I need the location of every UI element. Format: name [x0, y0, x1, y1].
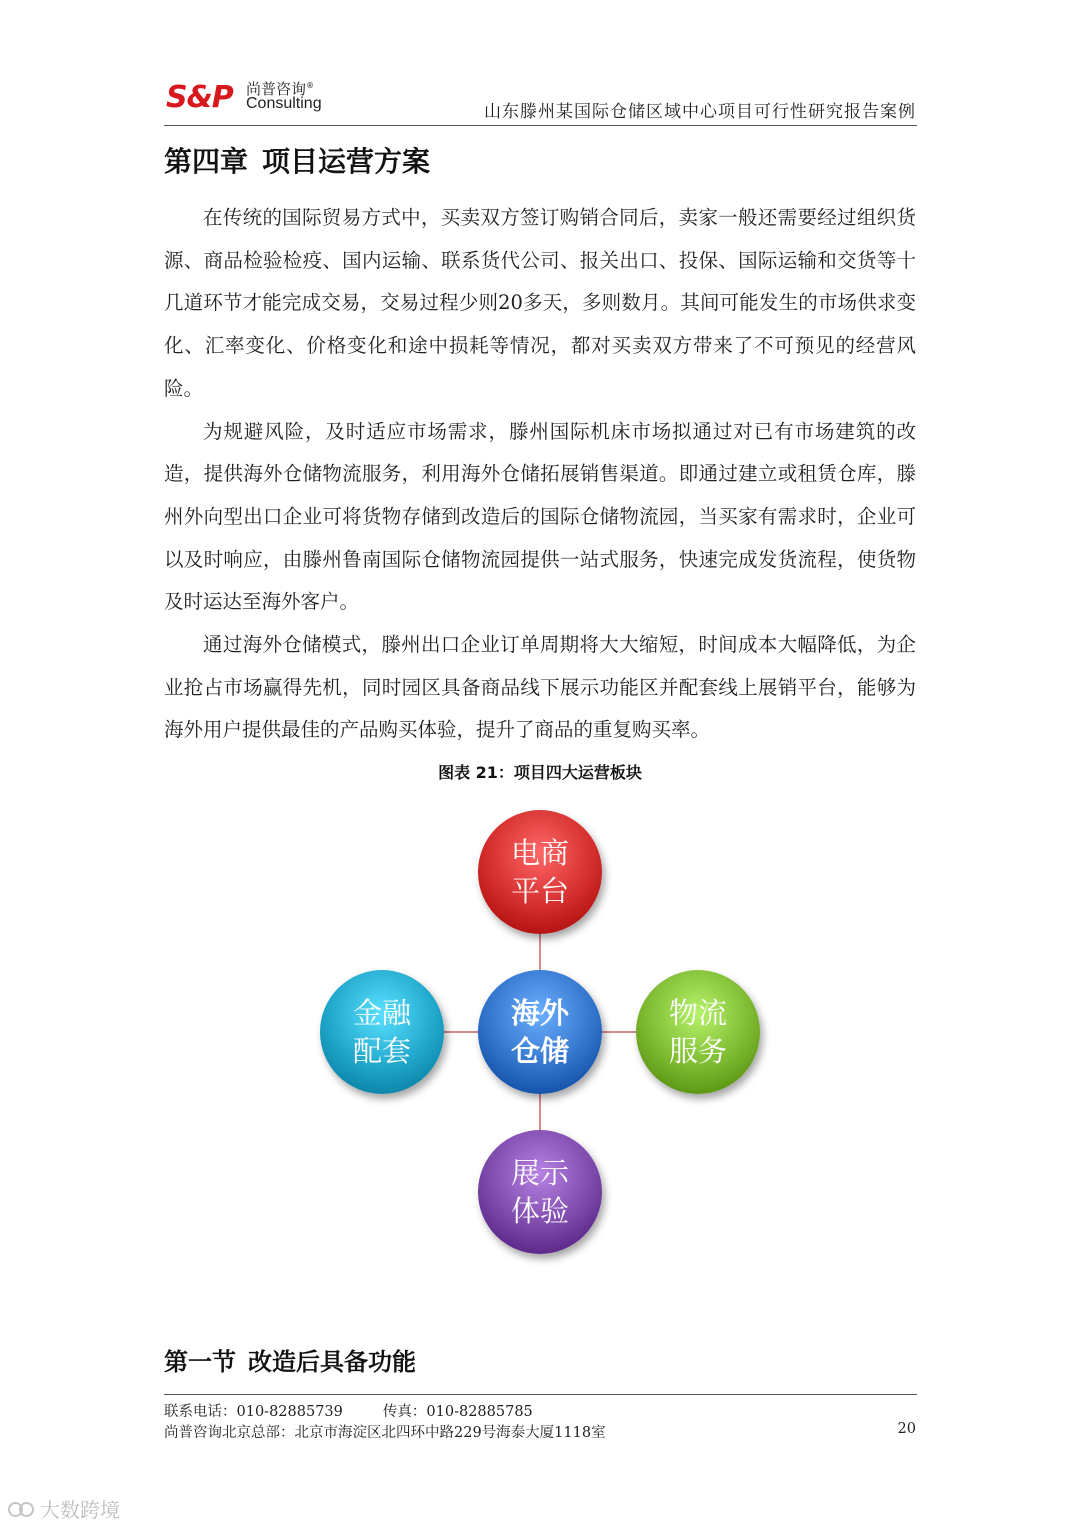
paragraph: 通过海外仓储模式，滕州出口企业订单周期将大大缩短，时间成本大幅降低，为企业抢占市场赢得先机，同时园区具备商品线下展示功能区并配套线上展销平台，能够为海外用户提供最佳的产品购买体验，提升了商品的重复购买率。: [164, 633, 916, 742]
logo-chinese-name: 尚普咨询®: [246, 80, 315, 98]
chapter-number: 第四章: [164, 145, 249, 178]
node-ecommerce-platform: 电商平台: [478, 810, 602, 934]
footer-contact: [164, 1400, 533, 1421]
paragraph: 为规避风险，及时适应市场需求，滕州国际机床市场拟通过对已有市场建筑的改造，提供海外仓储物流服务，利用海外仓储拓展销售渠道。即通过建立或租赁仓库，滕州外向型出口企业可将货物存储到改造后的国际仓储物流园，当买家有需求时，企业可以及时响应，由滕州鲁南国际仓储物流园提供一站式服务，快速完成发货流程，使货物及时运达至海外客户。: [164, 419, 916, 614]
operations-diagram: [310, 800, 770, 1270]
logo-sp-mark: S&P: [166, 80, 233, 115]
chapter-title: 项目运营方案: [262, 145, 431, 178]
wechat-logo-icon: [8, 1499, 34, 1519]
footer-divider: [164, 1394, 917, 1395]
page-number: 20: [897, 1421, 916, 1437]
header-divider: [164, 125, 917, 126]
node-financial-support: 金融配套: [320, 970, 444, 1094]
watermark: [8, 1494, 120, 1523]
node-logistics-service: 物流服务: [636, 970, 760, 1094]
footer-phone: 联系电话：010-82885739: [164, 1404, 343, 1420]
report-header-title: 山东滕州某国际仓储区域中心项目可行性研究报告案例: [484, 102, 916, 122]
company-logo: [166, 76, 346, 116]
section-heading: [164, 1342, 416, 1377]
chapter-heading: [164, 140, 430, 180]
node-overseas-warehousing: 海外仓储: [478, 970, 602, 1094]
logo-english-name: Consulting: [246, 95, 322, 112]
section-number: 第一节: [164, 1348, 236, 1376]
figure-caption: 图表 21：项目四大运营板块: [438, 763, 642, 782]
watermark-text: 大数跨境: [40, 1498, 120, 1522]
section-title: 改造后具备功能: [248, 1348, 416, 1376]
body-text: [164, 197, 916, 752]
paragraph: 在传统的国际贸易方式中，买卖双方签订购销合同后，卖家一般还需要经过组织货源、商品检验检疫、国内运输、联系货代公司、报关出口、投保、国际运输和交货等十几道环节才能完成交易，交易过程少则20多天，多则数月。其间可能发生的市场供求变化、汇率变化、价格变化和途中损耗等情况，都对买卖双方带来了不可预见的经营风险。: [164, 206, 916, 400]
registered-mark: ®: [306, 81, 315, 90]
footer-fax: 传真：010-82885785: [382, 1404, 533, 1420]
node-display-experience: 展示体验: [478, 1130, 602, 1254]
footer-address: 尚普咨询北京总部：北京市海淀区北四环中路229号海泰大厦1118室: [164, 1425, 606, 1441]
